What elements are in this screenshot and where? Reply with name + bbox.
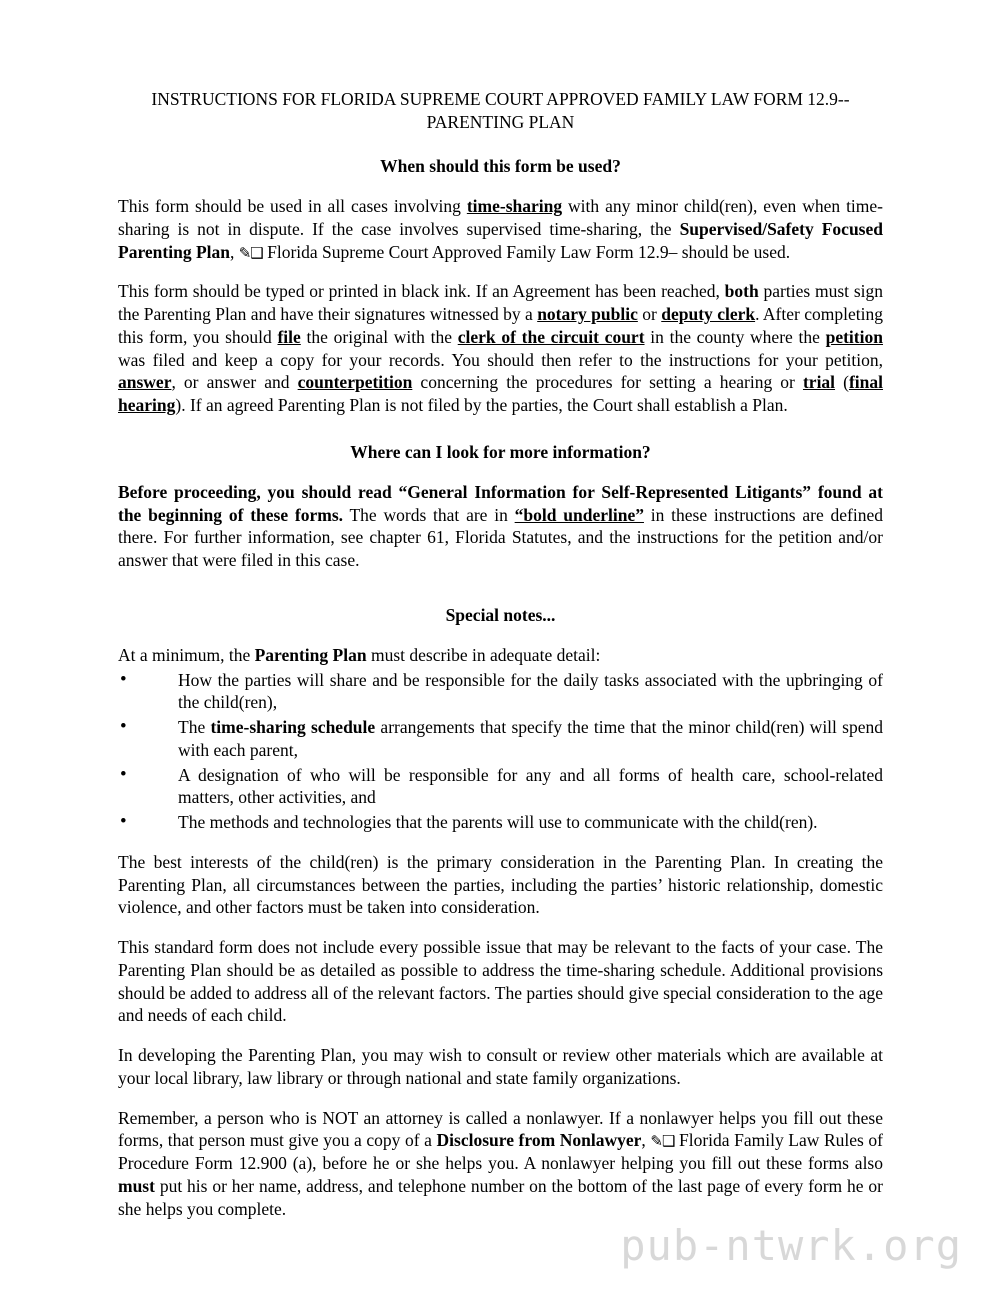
paragraph-rich: Before proceeding, you should read “General Information for Self-Represented Litigants” found at the beginning of these forms. The words that are in “bold underline” in these instructions are defined there. For further information, see chapter 61, Florida Statutes, and the instructions for the petition and/or answer that were filed in this case. [118, 481, 883, 571]
section-heading-when-used: When should this form be used? [380, 156, 621, 177]
bullet-icon: • [120, 763, 127, 785]
paragraph-rich: Remember, a person who is NOT an attorney is called a nonlawyer. If a nonlawyer helps you fill out these forms, that person must give you a copy of a Disclosure from Nonlawyer, ✎❑ Florida Family Law Rules of Procedure Form 12.900 (a), before he or she helps you. A nonlawyer helping you fill out these forms also must put his or her name, address, and telephone number on the bottom of the last page of every form he or she helps you complete. [118, 1107, 883, 1219]
list-item [118, 764, 883, 810]
list-item-text: How the parties will share and be responsible for the daily tasks associated with the upbringing of the child(ren), [178, 669, 883, 713]
bullet-icon: • [120, 716, 127, 738]
form-pencil-icon: ✎❑ [650, 1132, 675, 1151]
list-item [118, 669, 883, 715]
paragraph-rich: In developing the Parenting Plan, you may wish to consult or review other materials which are available at your local library, law library or through national and state family organizations. [118, 1045, 883, 1088]
paragraph-rich: This standard form does not include every possible issue that may be relevant to the facts of your case. The Parenting Plan should be as detailed as possible to address the time-sharing schedule. Additional provisions should be added to address all of the relevant factors. The parties should give special consideration to the age and needs of each child. [118, 937, 883, 1026]
list-item-text: The time-sharing schedule arrangements that specify the time that the minor child(ren) will spend with each parent, [178, 717, 883, 760]
paragraph-rich: This form should be used in all cases involving time-sharing with any minor child(ren), even when time-sharing is not in dispute. If the case involves supervised time-sharing, the Supervised/Safety Focused Parenting Plan, ✎❑ Florida Supreme Court Approved Family Law Form 12.9– should be used. [118, 196, 883, 262]
section-heading-more-information: Where can I look for more information? [350, 441, 651, 462]
list-item-text: The methods and technologies that the parents will use to communicate with the child(ren). [178, 812, 818, 833]
list-item [118, 811, 883, 834]
bullet-icon: • [120, 668, 127, 690]
special-notes-list [118, 669, 883, 834]
list-item [118, 716, 883, 762]
form-pencil-icon: ✎❑ [238, 243, 263, 262]
section-heading-special-notes: Special notes... [445, 604, 556, 625]
bullet-icon: • [120, 811, 127, 833]
paragraph-rich: At a minimum, the Parenting Plan must describe in adequate detail: [118, 644, 601, 665]
page-title-line-2: PARENTING PLAN [426, 112, 575, 133]
paragraph-rich: The best interests of the child(ren) is the primary consideration in the Parenting Plan. In creating the Parenting Plan, all circumstances between the parties, including the parties’ historic relationship, domestic violence, and other factors must be taken into consideration. [118, 851, 883, 918]
page-title-line-1: INSTRUCTIONS FOR FLORIDA SUPREME COURT APPROVED FAMILY LAW FORM 12.9-- [151, 89, 850, 109]
list-item-text: A designation of who will be responsible for any and all forms of health care, school-related matters, other activities, and [178, 764, 883, 808]
paragraph-rich: This form should be typed or printed in black ink. If an Agreement has been reached, both parties must sign the Parenting Plan and have their signatures witnessed by a notary public or deputy clerk. After completing this form, you should file the original with the clerk of the circuit court in the county where the petition was filed and keep a copy for your records. You should then refer to the instructions for your petition, answer, or answer and counterpetition concerning the procedures for setting a hearing or trial (final hearing). If an agreed Parenting Plan is not filed by the parties, the Court shall establish a Plan. [118, 281, 884, 416]
watermark: pub-ntwrk.org [620, 1221, 962, 1270]
page-title [118, 88, 883, 134]
